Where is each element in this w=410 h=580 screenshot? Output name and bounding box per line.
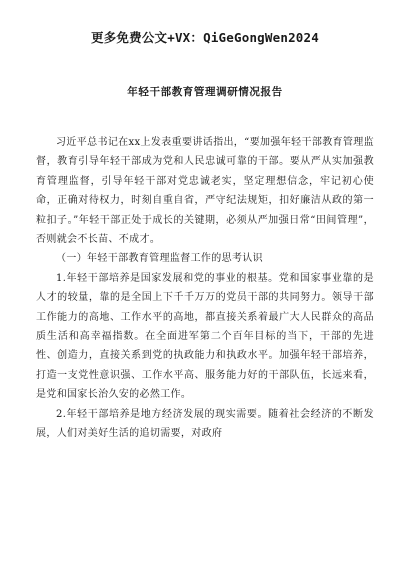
- watermark-header: 更多免费公文+VX：QiGeGongWen2024: [91, 30, 319, 45]
- document-title: 年轻干部教育管理调研情况报告: [127, 86, 283, 98]
- point-2-paragraph: 2.年轻干部培养是地方经济发展的现实需要。随着社会经济的不断发展，人们对美好生活的追切需要，对政府: [36, 408, 374, 440]
- section-heading: （一）年轻干部教育管理监督工作的思考认识: [56, 253, 263, 265]
- point-1-paragraph: 1.年轻干部培养是国家发展和党的事业的根基。党和国家事业靠的是人才的较量，靠的是全国上下千千万万的党员干部的共同努力。领导干部工作能力的高地、工作水平的高地，都直接关系着最广大人民群众的高品质生活和高幸福指数。在全面进军第二个百年目标的当下，干部的先进性、创造力，直接关系到党的执政能力和执政水平。加强年轻干部培养，打造一支党性意识强、工作水平高、服务能力好的干部队伍，长远来看，是党和国家长治久安的必然工作。: [36, 272, 374, 401]
- intro-paragraph: 习近平总书记在xx上发表重要讲话指出，“要加强年轻干部教育管理监督，教育引导年轻干部成为党和人民忠诚可靠的干部。要从严从实加强教育管理监督，引导年轻干部对党忠诚老实，坚定理想信念，牢记初心使命，正确对待权力，时刻自重自省，严守纪法规矩，扣好廉洁从政的第一粒扣子。”年轻干部正处于成长的关键期，必须从严加强日常“田间管理”，否则就会不长苗、不成才。: [36, 137, 374, 246]
